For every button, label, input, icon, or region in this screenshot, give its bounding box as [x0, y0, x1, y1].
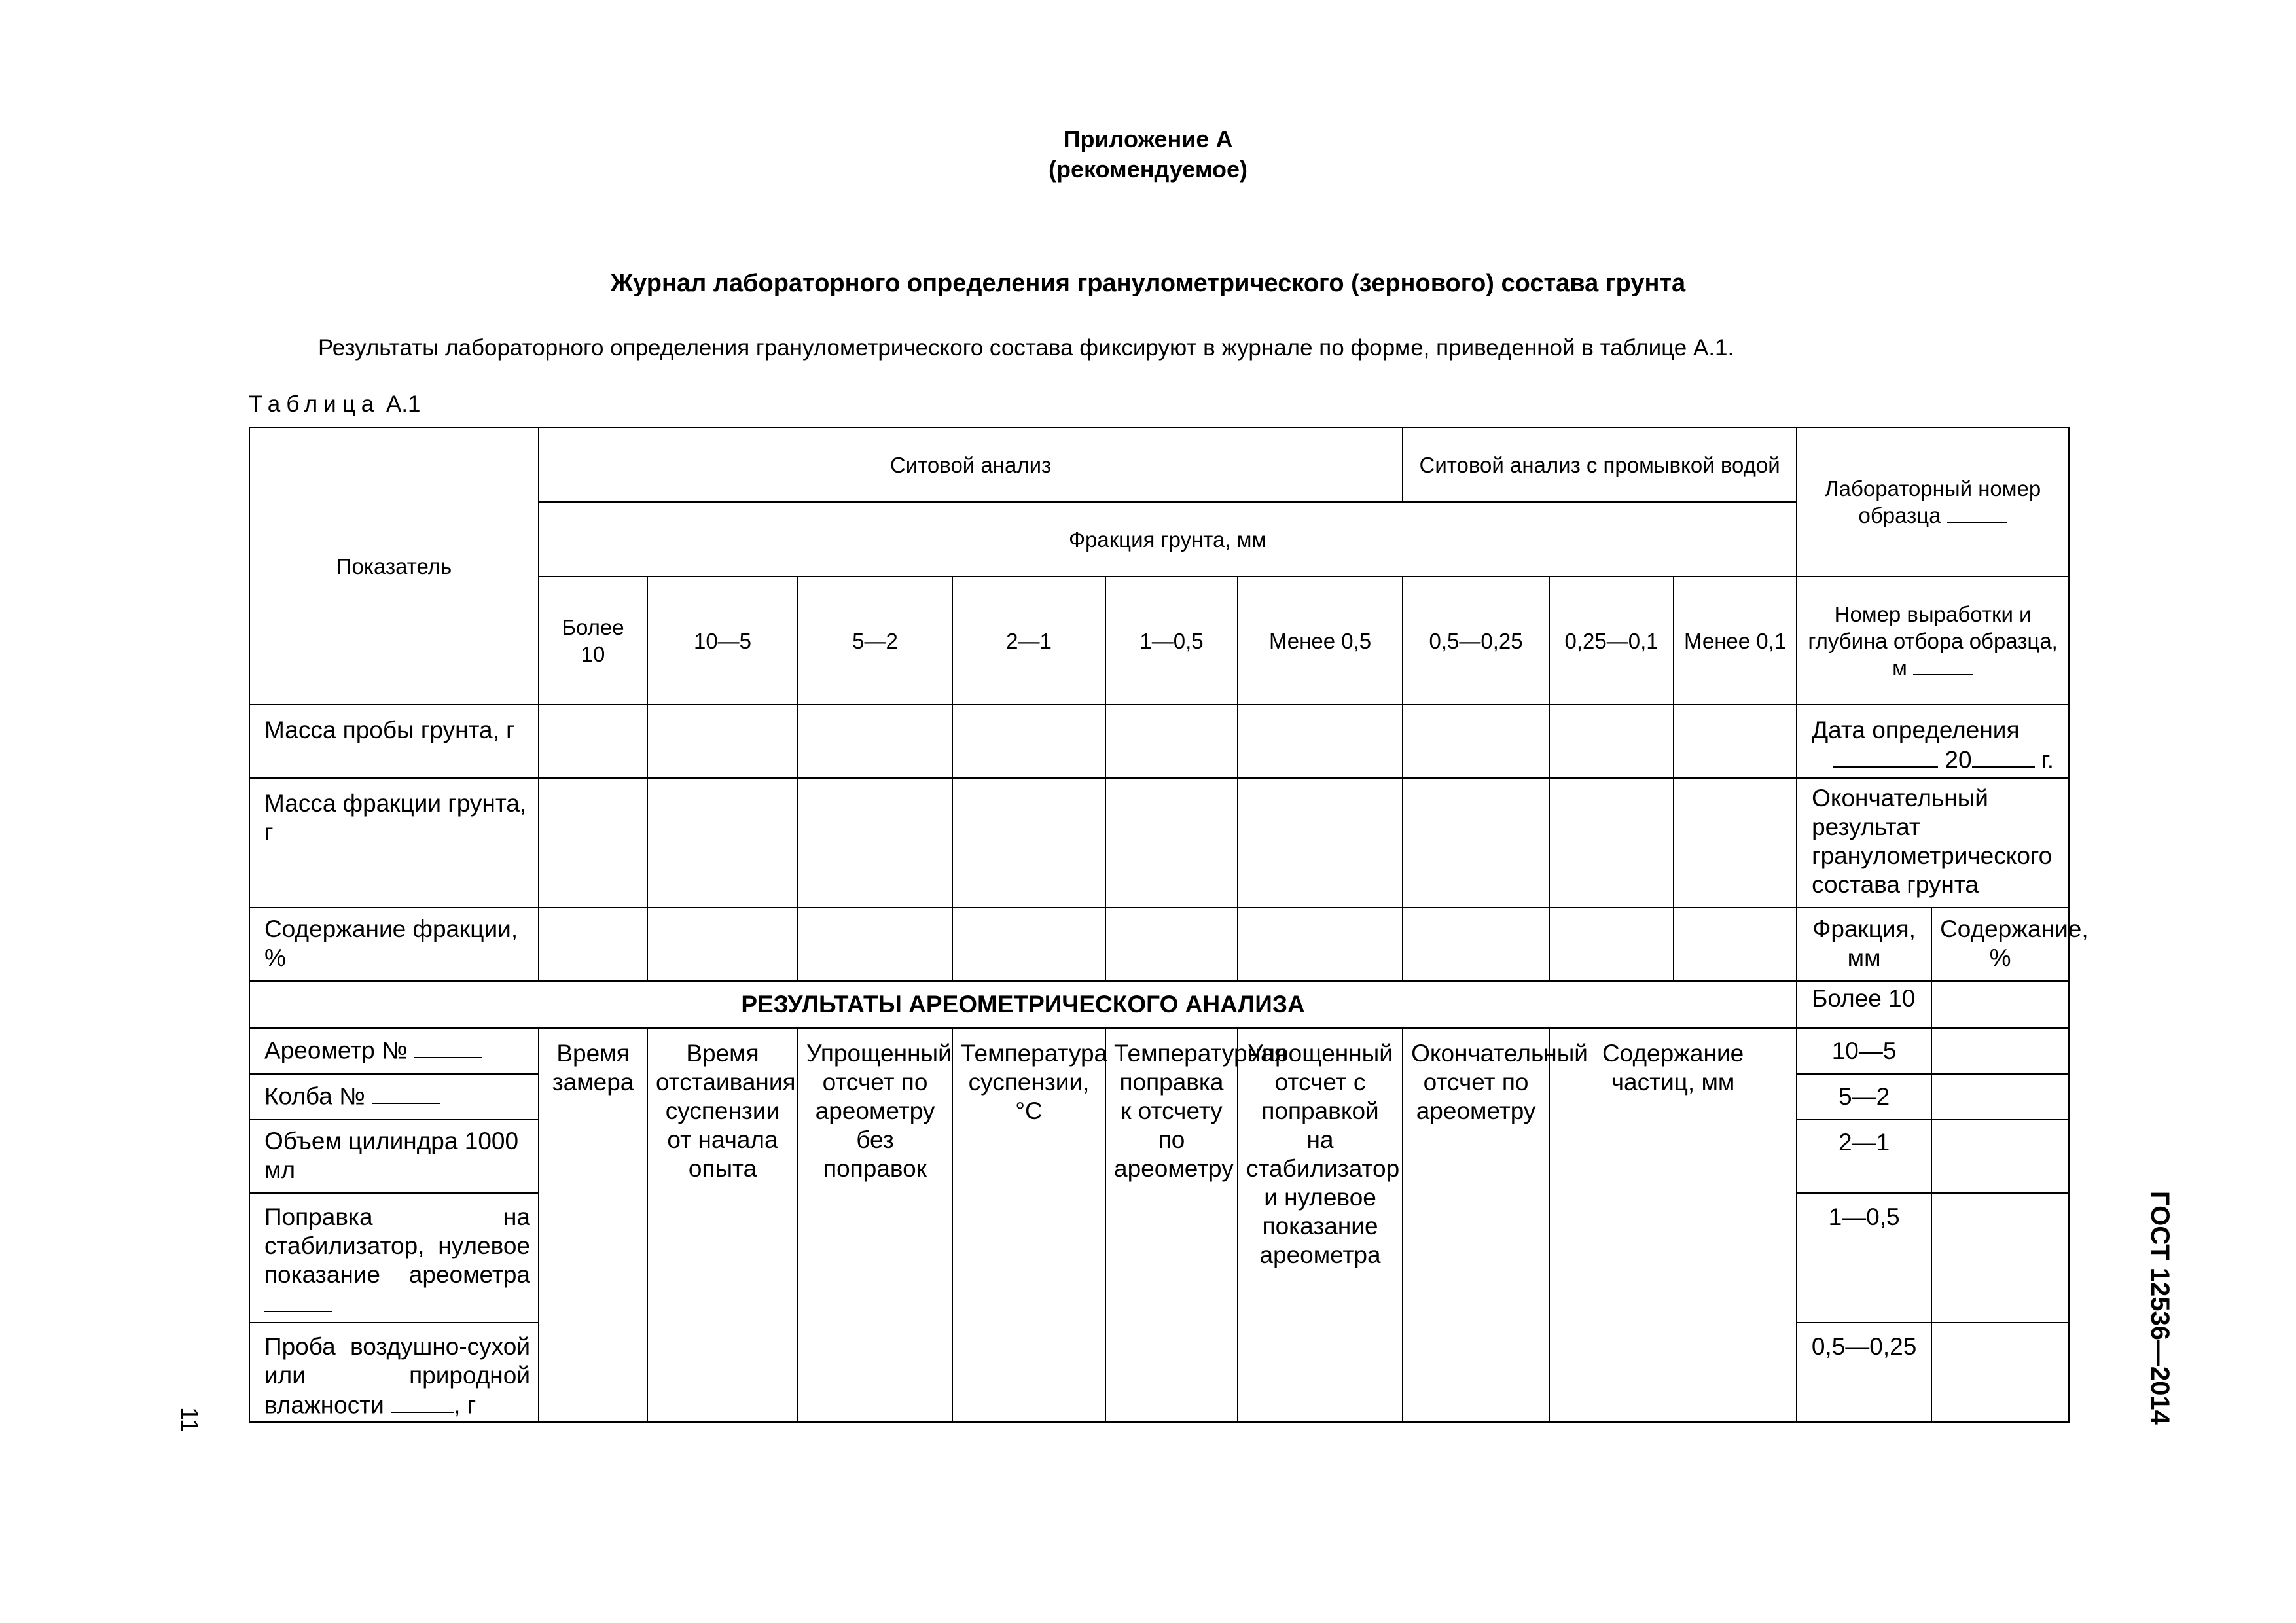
fraction-col: 1—0,5	[1105, 577, 1238, 705]
lab-number-header	[1797, 427, 2069, 577]
date-year-blank[interactable]	[1972, 745, 2035, 768]
areo-hydrometer	[249, 1028, 539, 1074]
page-number: 11	[176, 1407, 203, 1433]
result-fraction: 1—0,5	[1797, 1193, 1931, 1323]
data-cell[interactable]	[798, 778, 952, 908]
fraction-col: Более 10	[539, 577, 647, 705]
table-caption	[249, 391, 421, 418]
workings-header	[1797, 577, 2069, 705]
row-label-content-fraction: Содержание фракции, %	[249, 908, 539, 981]
areo-col-settling-time: Время отстаивания суспензии от начала опыта	[647, 1028, 798, 1422]
appendix-title: Приложение А	[1063, 126, 1233, 152]
intro-paragraph: Результаты лабораторного определения гранулометрического состава фиксируют в журнале по форме, приведенной в таблице А.1.	[318, 335, 1734, 361]
fraction-col: 10—5	[647, 577, 798, 705]
data-cell[interactable]	[539, 778, 647, 908]
row-label-mass-sample: Масса пробы грунта, г	[249, 705, 539, 778]
areo-correction	[249, 1193, 539, 1323]
data-cell[interactable]	[798, 705, 952, 778]
data-cell[interactable]	[1403, 778, 1549, 908]
data-cell[interactable]	[1238, 908, 1403, 981]
result-content-cell[interactable]	[1931, 1120, 2069, 1193]
data-cell[interactable]	[1549, 705, 1674, 778]
result-content-cell[interactable]	[1931, 981, 2069, 1028]
result-fraction-header: Фракция, мм	[1797, 908, 1931, 981]
areo-sample-unit: , г	[454, 1391, 476, 1419]
data-cell[interactable]	[952, 705, 1105, 778]
standard-id: ГОСТ 12536—2014	[2145, 1191, 2174, 1425]
table-caption-number: А.1	[386, 391, 421, 417]
fraction-col: Менее 0,1	[1674, 577, 1797, 705]
workings-label: Номер выработки и глубина отбора образца, м	[1808, 601, 2058, 680]
fraction-col: 0,25—0,1	[1549, 577, 1674, 705]
journal-title: Журнал лабораторного определения гранулометрического (зернового) состава грунта	[610, 270, 1686, 297]
fraction-col: 5—2	[798, 577, 952, 705]
fraction-col: 0,5—0,25	[1403, 577, 1549, 705]
date-day-blank[interactable]	[1833, 745, 1938, 768]
workings-blank[interactable]	[1913, 654, 1973, 675]
areo-flask-label: Колба №	[264, 1082, 365, 1110]
data-cell[interactable]	[539, 705, 647, 778]
areo-col-simplified-with-correction: Упрощенный отсчет с поправкой на стабилизатор и нулевое показание ареометра	[1238, 1028, 1403, 1422]
result-content-cell[interactable]	[1931, 1193, 2069, 1323]
data-cell[interactable]	[1105, 705, 1238, 778]
data-cell[interactable]	[647, 705, 798, 778]
data-cell[interactable]	[1674, 778, 1797, 908]
sieve-analysis-header: Ситовой анализ	[539, 427, 1403, 502]
areo-col-temperature: Температура суспензии, °С	[952, 1028, 1105, 1422]
data-cell[interactable]	[1403, 705, 1549, 778]
row-label-mass-fraction: Масса фракции грунта, г	[249, 778, 539, 908]
result-content-cell[interactable]	[1931, 1323, 2069, 1422]
correction-blank[interactable]	[264, 1289, 332, 1312]
table-caption-word: Таблица	[249, 391, 380, 417]
data-cell[interactable]	[1105, 778, 1238, 908]
data-cell[interactable]	[1403, 908, 1549, 981]
areo-title: РЕЗУЛЬТАТЫ АРЕОМЕТРИЧЕСКОГО АНАЛИЗА	[249, 981, 1797, 1028]
date-cell	[1797, 705, 2069, 778]
data-cell[interactable]	[798, 908, 952, 981]
data-cell[interactable]	[647, 908, 798, 981]
data-cell[interactable]	[952, 908, 1105, 981]
appendix-note: (рекомендуемое)	[1049, 156, 1247, 183]
data-cell[interactable]	[539, 908, 647, 981]
flask-blank[interactable]	[372, 1081, 440, 1104]
result-content-cell[interactable]	[1931, 1028, 2069, 1074]
data-cell[interactable]	[1105, 908, 1238, 981]
data-cell[interactable]	[647, 778, 798, 908]
lab-number-blank[interactable]	[1947, 502, 2007, 523]
areo-flask	[249, 1074, 539, 1120]
areo-sample-label: Проба воздушно-сухой или природной влажности	[264, 1333, 530, 1419]
data-cell[interactable]	[1674, 908, 1797, 981]
data-cell[interactable]	[1674, 705, 1797, 778]
result-fraction: 2—1	[1797, 1120, 1931, 1193]
areo-correction-label: Поправка на стабилизатор, нулевое показание ареометра	[264, 1204, 530, 1288]
journal-table	[249, 427, 2089, 1423]
result-fraction: 10—5	[1797, 1028, 1931, 1074]
page-number-container	[177, 1407, 203, 1453]
fraction-col: 2—1	[952, 577, 1105, 705]
result-content-cell[interactable]	[1931, 1074, 2069, 1120]
result-fraction: 5—2	[1797, 1074, 1931, 1120]
data-cell[interactable]	[1549, 778, 1674, 908]
hydrometer-blank[interactable]	[414, 1035, 482, 1058]
indicator-header	[249, 427, 539, 705]
fraction-header: Фракция грунта, мм	[539, 502, 1797, 577]
result-fraction: Более 10	[1797, 981, 1931, 1028]
areo-cylinder: Объем цилиндра 1000 мл	[249, 1120, 539, 1193]
date-year: 20	[1945, 746, 1972, 774]
areo-col-time-measure: Время замера	[539, 1028, 647, 1422]
result-content-header: Содержание, %	[1931, 908, 2069, 981]
areo-sample	[249, 1323, 539, 1422]
fraction-col: Менее 0,5	[1238, 577, 1403, 705]
result-fraction: 0,5—0,25	[1797, 1323, 1931, 1422]
date-label: Дата определения	[1812, 717, 2020, 743]
lab-number-label: Лабораторный номер образца	[1824, 476, 2041, 527]
areo-hydrometer-label: Ареометр №	[264, 1037, 408, 1064]
appendix-heading	[0, 124, 2296, 185]
areo-col-particle-content: Содержание частиц, мм	[1549, 1028, 1797, 1422]
sieve-wash-header: Ситовой анализ с промывкой водой	[1403, 427, 1797, 502]
standard-id-container	[2135, 1191, 2174, 1440]
areo-col-temp-correction: Температурная поправка к отсчету по ареометру	[1105, 1028, 1238, 1422]
data-cell[interactable]	[952, 778, 1105, 908]
sample-blank[interactable]	[391, 1390, 454, 1413]
final-result-cell: Окончательный результат гранулометрического состава грунта	[1797, 778, 2069, 908]
indicator-header-label: Показатель	[336, 554, 452, 579]
areo-col-simplified-reading: Упрощенный отсчет по ареометру без поправок	[798, 1028, 952, 1422]
date-suffix: г.	[2041, 746, 2054, 774]
data-cell[interactable]	[1238, 705, 1403, 778]
data-cell[interactable]	[1549, 908, 1674, 981]
data-cell[interactable]	[1238, 778, 1403, 908]
areo-col-final-reading: Окончательный отсчет по ареометру	[1403, 1028, 1549, 1422]
